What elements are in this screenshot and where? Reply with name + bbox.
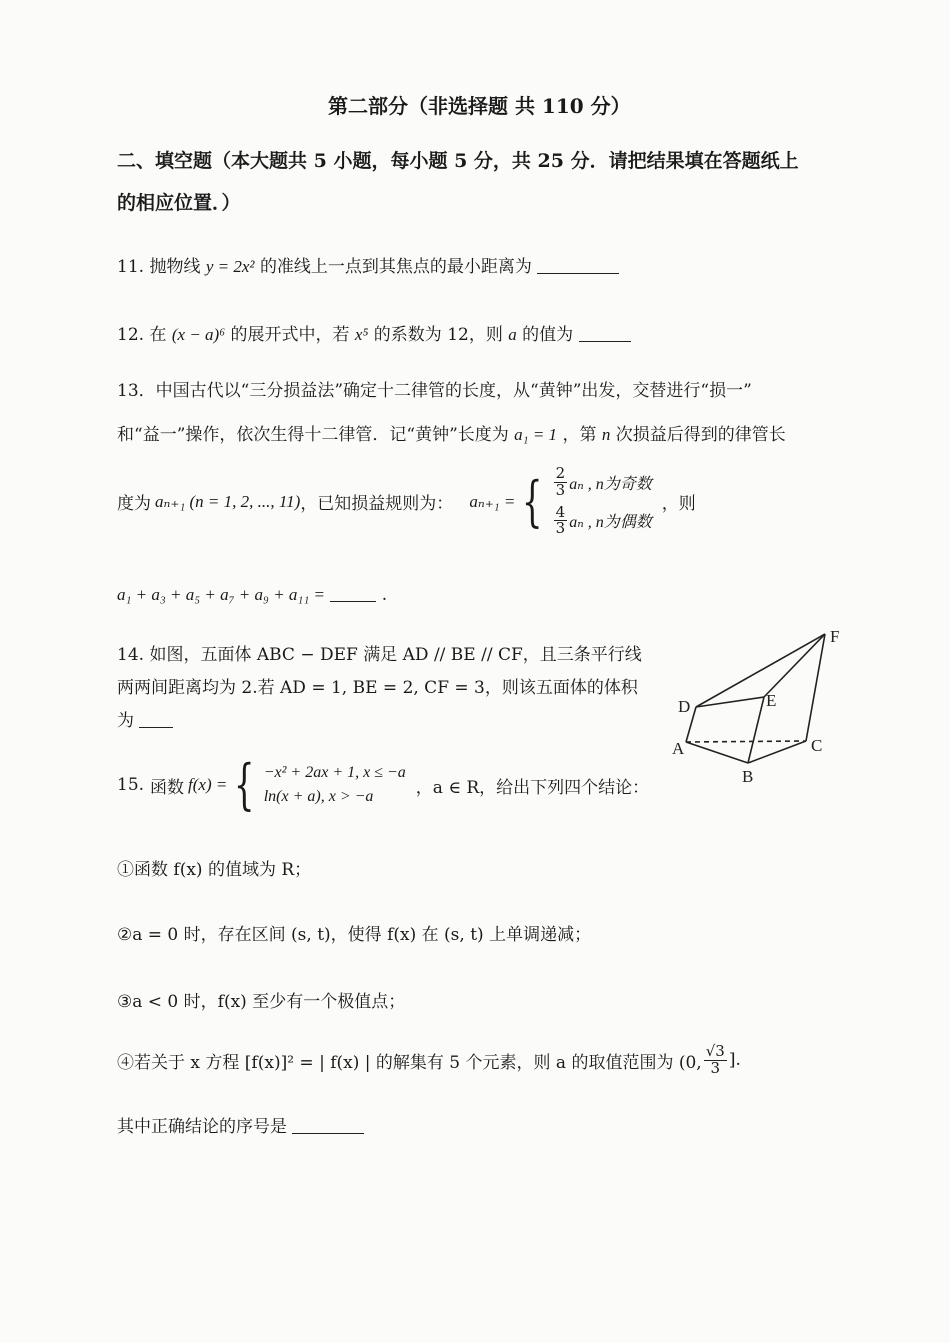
q15-fx: f(x) =: [188, 775, 228, 794]
q15-case1: −x² + 2ax + 1, x ≤ −a: [263, 764, 406, 781]
q15-answer-blank[interactable]: [292, 1133, 364, 1134]
q15-c4-num: √3: [705, 1042, 725, 1060]
q13-case-odd: [552, 466, 652, 499]
q13-case-even: [552, 502, 652, 538]
q13-case1-text: aₙ , n为奇数: [569, 475, 652, 493]
question-12: [117, 320, 631, 345]
q13-sum-line: [117, 585, 387, 605]
section-heading-line1: 二、填空题（本大题共 5 小题，每小题 5 分，共 25 分．请把结果填在答题纸上: [117, 150, 799, 172]
edge-BE: [748, 697, 764, 763]
q15-c4-fraction: [704, 1044, 727, 1077]
q13-answer-blank[interactable]: [330, 601, 376, 602]
q15-c4-a: ④若关于 x 方程 [f(x)]² = | f(x) | 的解集有 5 个元素，则 a 的取值范围为 (0,: [117, 1052, 702, 1073]
edge-AB: [686, 742, 748, 763]
q15-case2: ln(x + a), x > −a: [263, 788, 374, 805]
q13-line3-b: ，已知损益规则为：: [300, 494, 454, 514]
q13-case2-num: 4: [555, 502, 566, 521]
q15-final-text: 其中正确结论的序号是: [117, 1117, 287, 1137]
label-E: E: [766, 691, 777, 710]
label-B: B: [742, 767, 754, 786]
q13-line2: [117, 420, 786, 445]
q14-answer-blank[interactable]: [139, 727, 173, 728]
q14-line3: [117, 706, 173, 731]
label-A: A: [672, 739, 685, 758]
q15-final-line: [117, 1112, 364, 1137]
q12-number: 12.: [117, 325, 145, 345]
q13-rule-cases: [515, 466, 651, 537]
q13-line3-end: ，则: [661, 494, 696, 514]
label-D: D: [678, 697, 691, 716]
q13-line3: [117, 466, 696, 537]
q15-text-a: 函数: [150, 777, 185, 798]
q13-line2-formula: a₁ = 1: [514, 425, 558, 444]
q15-piecewise: [227, 753, 406, 816]
q15-c4-b: ].: [728, 1050, 741, 1071]
q13-case2-fraction: [554, 502, 568, 538]
q15-conclusion-4: [117, 1044, 741, 1077]
q13-case2-text: aₙ , n为偶数: [569, 514, 652, 532]
q12-text-d: 的值为: [522, 325, 574, 345]
section-heading-line2: 的相应位置．）: [117, 192, 241, 214]
question-11: [117, 252, 619, 277]
q13-rule-lhs: aₙ₊₁ =: [469, 491, 516, 511]
q13-line2-a: 和“益一”操作，依次生得十二律管．记“黄钟”长度为: [117, 425, 509, 445]
q13-line3-a: 度为: [117, 494, 151, 514]
q12-text-a: 在: [149, 325, 167, 345]
q15-text-b: ，a ∈ R，给出下列四个结论：: [415, 777, 650, 798]
q13-sum: a₁ + a₃ + a₅ + a₇ + a₉ + a₁₁ =: [117, 585, 325, 604]
q13-line2-b: ，第: [562, 425, 597, 445]
label-F: F: [830, 627, 840, 646]
q15-c4-den: 3: [710, 1058, 721, 1077]
q14-line1: 14. 如图，五面体 ABC − DEF 满足 AD // BE // CF，且三条平行线: [117, 645, 642, 665]
q13-case1-num: 2: [555, 464, 566, 482]
edge-BC: [748, 741, 806, 763]
part-title: 第二部分（非选择题 共 110 分）: [328, 94, 631, 118]
q13-line3-formula: aₙ₊₁ (n = 1, 2, ..., 11): [155, 491, 301, 511]
q11-formula: y = 2x²: [205, 257, 255, 276]
q13-sum-end: .: [381, 585, 388, 605]
q12-formula: (x − a)⁶: [171, 325, 226, 344]
edge-AC-hidden: [686, 741, 806, 742]
q11-number: 11.: [117, 257, 145, 277]
q13-line2-c: 次损益后得到的律管长: [615, 425, 786, 445]
q14-line2: 两两间距离均为 2.若 AD = 1, BE = 2, CF = 3，则该五面体的体积: [117, 678, 638, 698]
q13-line1: 13．中国古代以“三分损益法”确定十二律管的长度，从“黄钟”出发，交替进行“损一”: [117, 381, 752, 401]
q12-answer-blank[interactable]: [579, 341, 631, 342]
q12-var2: a: [508, 325, 517, 344]
q14-pentahedron-figure: [660, 620, 850, 790]
left-brace-icon: {: [234, 753, 255, 816]
q11-text-b: 的准线上一点到其焦点的最小距离为: [259, 257, 532, 277]
q14-line3-text: 为: [117, 711, 134, 731]
q15-conclusion-1: ①函数 f(x) 的值域为 R；: [117, 860, 312, 880]
q11-answer-blank[interactable]: [537, 273, 619, 274]
question-15: [117, 753, 650, 816]
q12-text-c: 的系数为 12，则: [373, 325, 503, 345]
label-C: C: [811, 736, 823, 755]
q13-line2-n: n: [601, 425, 611, 444]
q11-text-a: 抛物线: [149, 257, 201, 277]
q13-case1-den: 3: [555, 480, 566, 499]
q12-text-b: 的展开式中，若: [230, 325, 350, 345]
q15-conclusion-3: ③a < 0 时，f(x) 至少有一个极值点；: [117, 992, 406, 1012]
q12-var: x⁵: [354, 325, 369, 344]
q13-case2-den: 3: [555, 519, 566, 538]
left-brace-icon: {: [522, 469, 543, 533]
q15-number: 15.: [117, 775, 145, 795]
edge-DF: [696, 634, 825, 707]
q15-conclusion-2: ②a = 0 时，存在区间 (s, t)，使得 f(x) 在 (s, t) 上单调递减；: [117, 925, 592, 945]
q13-case1-fraction: [554, 466, 568, 499]
